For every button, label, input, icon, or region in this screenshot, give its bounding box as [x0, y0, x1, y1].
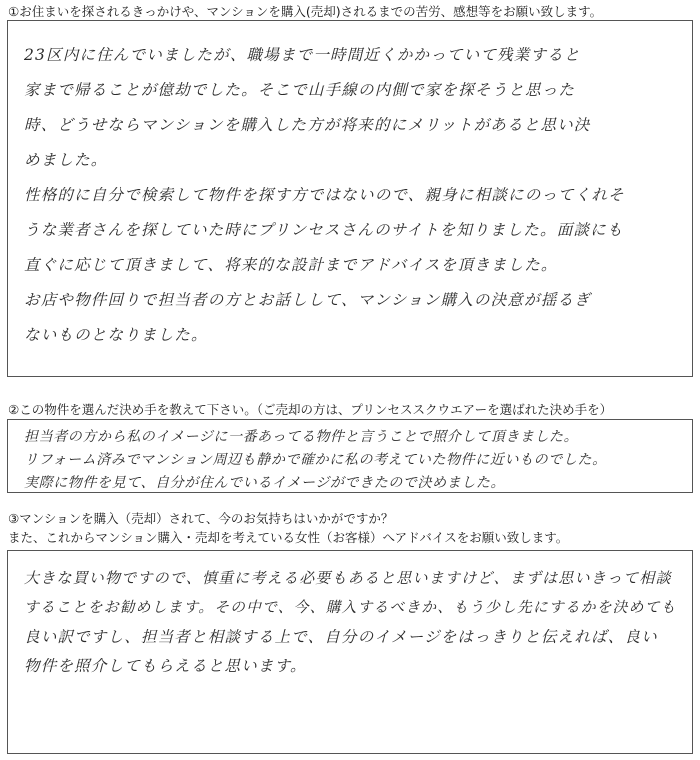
question-3: ③マンションを購入（売却）されて、今のお気持ちはいかがですか？ — [8, 511, 394, 526]
answer-box-1 — [7, 20, 693, 377]
answer-1-line-5: 性格的に自分で検索して物件を探す方ではないので、親身に相談にのってくれそ — [24, 186, 625, 204]
question-3-line-2: また、これからマンション購入・売却を考えている女性（お客様）へアドバイスをお願い致します。 — [8, 530, 569, 545]
question-2: ②この物件を選んだ決め手を教えて下さい。（ご売却の方は、プリンセススクウエアーを選ばれた決め手を） — [8, 402, 613, 417]
answer-2-line-2: リフォーム済みでマンション周辺も静かで確かに私の考えていた物件に近いものでした。 — [24, 452, 607, 468]
question-1: ①お住まいを探されるきっかけや、マンションを購入(売却)されるまでの苦労、感想等をお願い致します。 — [8, 4, 603, 19]
answer-3-line-3: 良い訳ですし、担当者と相談する上で、自分のイメージをはっきりと伝えれば、良い — [24, 628, 658, 646]
answer-1-line-7: 直ぐに応じて頂きまして、将来的な設計までアドバイスを頂きました。 — [24, 256, 558, 274]
answer-3-line-4: 物件を照介してもらえると思います。 — [24, 657, 307, 675]
answer-2-line-3: 実際に物件を見て、自分が住んでいるイメージができたので決めました。 — [24, 475, 506, 491]
answer-1-line-2: 家まで帰ることが億劫でした。そこで山手線の内側で家を探そうと思った — [24, 81, 576, 99]
answer-1-line-6: うな業者さんを探していた時にプリンセスさんのサイトを知りました。面談にも — [24, 221, 624, 239]
answer-3-line-1: 大きな買い物ですので、慎重に考える必要もあると思いますけど、まずは思いきって相談 — [24, 569, 672, 587]
answer-3-line-2: することをお勧めします。その中で、今、購入するべきか、もう少し先にするかを決めても — [24, 599, 677, 616]
answer-1-line-8: お店や物件回りで担当者の方とお話しして、マンション購入の決意が揺るぎ — [24, 291, 591, 309]
answer-box-2 — [7, 419, 693, 493]
answer-1-line-3: 時、どうせならマンションを購入した方が将来的にメリットがあると思い決 — [24, 116, 591, 134]
answer-1-line-1: 23区内に住んでいましたが、職場まで一時間近くかかっていて残業すると — [24, 46, 581, 64]
answer-box-3 — [7, 550, 693, 754]
answer-1-line-4: めました。 — [24, 151, 108, 169]
answer-1-line-9: ないものとなりました。 — [24, 326, 208, 344]
answer-2-line-1: 担当者の方から私のイメージに一番あってる物件と言うことで照介して頂きました。 — [24, 429, 579, 445]
